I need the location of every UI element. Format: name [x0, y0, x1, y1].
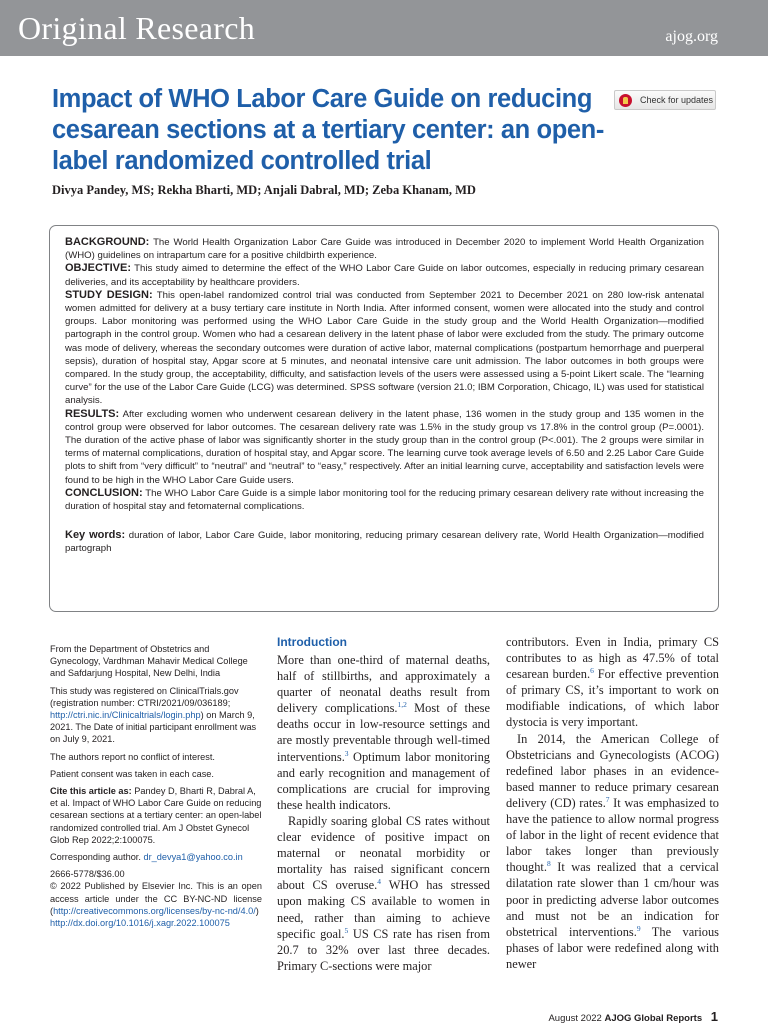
section-title: Original Research	[18, 10, 256, 46]
reference-link[interactable]: 8	[546, 859, 551, 869]
doi-link[interactable]: http://dx.doi.org/10.1016/j.xagr.2022.100075	[50, 918, 230, 929]
abstract-box	[49, 225, 719, 612]
affiliation: From the Department of Obstetrics and Gynecology, Vardhman Mahavir Medical College and Safdarjung Hospital, New Delhi, India	[50, 644, 248, 679]
check-for-updates-label: Check for updates	[640, 95, 714, 105]
page-footer	[548, 1009, 718, 1024]
consent-statement: Patient consent was taken in each case.	[50, 768, 214, 779]
body-column-right	[506, 634, 719, 972]
reference-link[interactable]: 1,2	[397, 700, 407, 710]
email-link[interactable]: dr_devya1@yahoo.co.in	[143, 852, 243, 863]
journal-site: ajog.org	[665, 28, 718, 45]
page-number: 1	[710, 1009, 718, 1024]
abstract-background: BACKGROUND: The World Health Organization Labor Care Guide was introduced in December 2020 to implement World Health Organization (WHO) guidelines on intrapartum care for a positive childbirth experience.	[65, 236, 705, 262]
abstract-study-design: STUDY DESIGN: This open-label randomized control trial was conducted from September 2021 to December 2021 on 280 low-risk antenatal women admitted for delivery at a busy tertiary care institute in North India. After informed consent, women were allocated into the study and control groups. Labor monitoring was performed using the WHO Labor Care Guide in the study group and the World Health Organization—modified partograph in the control group. Women who had a cesarean delivery in the latent phase of labor were excluded from the study. The primary outcome was mode of delivery, whereas the secondary outcomes were duration of active labor, maternal complications (postpartum hemorrhage and puerperal sepsis), duration of hospital stay, Apgar score at 5 minutes, and neonatal intensive care unit admission. The labor outcomes in both groups were compared. In the study group, the acceptability, difficulty, and satisfaction levels of the users were assessed using a 5-point Likert scale. The “learning curve” for the use of the Labor Care Guide (LCG) was determined. SPSS software (version 21.0; IBM Corporation, Chicago, IL) was used for statistical analysis.	[65, 288, 705, 407]
check-for-updates-button[interactable]	[614, 90, 716, 110]
journal-name: AJOG Global Reports	[604, 1013, 703, 1024]
intro-paragraph-1: More than one-third of maternal deaths, half of stillbirths, and approximately a quarter of neonatal deaths result from delivery complications.$^{1,2}$ Most of these deaths occur in low-resource settings and are mostly preventable through well-timed interventions.$^3$ Optimum labor monitoring and early recognition and management of complications are crucial for improving these health indicators.	[277, 653, 490, 812]
reference-link[interactable]: 7	[605, 794, 610, 804]
article-title: Impact of WHO Labor Care Guide on reducing cesarean sections at a tertiary center: an open-label randomized controlled trial	[52, 85, 604, 175]
reference-link[interactable]: 9	[636, 923, 641, 933]
abstract-results: RESULTS: After excluding women who underwent cesarean delivery in the latent phase, 136 women in the study group and 135 women in the control group were observed for labor outcomes. The cesarean delivery rate was 1.5% in the study group vs 17.8% in the control group (P=.0001). The duration of the active phase of labor was significantly shorter in the study group than in the control group (P<.001). The 2 groups were similar in terms of maternal complications, duration of hospital stay, and Apgar score. The learning curve took average levels of 6.50 and 2.25 Labor Care Guide plots to shift from “very difficult” to “neutral” and “neutral” to “easy,” respectively. After an initial learning curve, acceptability and satisfaction levels were found to be high in the WHO Labor Care Guide users.	[65, 407, 704, 486]
reference-link[interactable]: 3	[344, 748, 349, 758]
intro-paragraph-2: Rapidly soaring global CS rates without clear evidence of positive impact on maternal or neonatal morbidity or mortality has raised significant concern about CS overuse.$^4$ WHO has stressed upon making CS available to women in need, rather than aiming to achieve specific goal.$^5$ US CS rate has risen from 20.7 to 32% over last three decades. Primary C-sections were major	[277, 813, 491, 973]
abstract-keywords: Key words: duration of labor, Labor Care Guide, labor monitoring, reducing primary cesarean delivery rate, World Health Organization—modified partograph	[65, 529, 704, 555]
license-block: 2666-5778/$36.00 © 2022 Published by Elsevier Inc. This is an open access article under the CC BY-NC-ND license (http://creativecommons.org/licenses/by-nc-nd/4.0/) http://dx.doi.org/10.1016/j.xagr.2022.100075	[50, 869, 262, 929]
reference-link[interactable]: 6	[590, 666, 594, 676]
journal-banner	[0, 0, 768, 56]
crossmark-icon	[619, 94, 632, 107]
license-link[interactable]: http://creativecommons.org/licenses/by-nc-nd/4.0/	[53, 905, 256, 916]
reference-link[interactable]: 5	[344, 925, 349, 935]
issue-date: August 2022	[548, 1013, 602, 1024]
corresponding-author: Corresponding author. dr_devya1@yahoo.co.in	[50, 852, 243, 863]
intro-paragraph-4: In 2014, the American College of Obstetricians and Gynecologists (ACOG) redefined labor phases in an evidence-based manner to reduce primary cesarean delivery (CD) rates.$^7$ It was emphasized to have the patience to allow normal progress of labor in the light of recent evidence that labor takes longer than previously thought.$^8$ It was realized that a cervical dilatation rate slower than 1 cm/hour was poor in predicting adverse labor outcomes and must not be an indication for obstetrical interventions.$^9$ The various phases of labor were redefined along with newer	[506, 731, 719, 971]
registry-link[interactable]: http://ctri.nic.in/Clinicaltrials/login.php	[50, 710, 201, 721]
author-list: Divya Pandey, MS; Rekha Bharti, MD; Anjali Dabral, MD; Zeba Khanam, MD	[52, 183, 476, 197]
abstract-objective: OBJECTIVE: This study aimed to determine the effect of the WHO Labor Care Guide on labor outcomes, especially in reducing primary cesarean deliveries, and its acceptability by healthcare providers.	[65, 262, 704, 288]
conflict-statement: The authors report no conflict of interest.	[50, 751, 215, 762]
front-matter	[50, 643, 262, 934]
trial-registration: This study was registered on ClinicalTrials.gov (registration number: CTRI/2021/09/036189; http://ctri.nic.in/Clinicaltrials/login.php) on March 9, 2021. The Date of initial participant enrollment was on July 9, 2021.	[50, 685, 257, 745]
body-column-middle	[277, 634, 490, 974]
citation: Cite this article as: Pandey D, Bharti R, Dabral A, et al. Impact of WHO Labor Care Guide on reducing cesarean sections at a tertiary center: an open-label randomized controlled trial. Am J Obstet Gynecol Glob Rep 2022;2:100075.	[50, 786, 262, 845]
intro-paragraph-3: contributors. Even in India, primary CS contributes to as high as 47.5% of total cesarean burden.$^6$ For effective prevention of primary CS, it’s important to work on modifiable indications, of which labor dystocia is very important.	[506, 635, 719, 730]
abstract-conclusion: CONCLUSION: The WHO Labor Care Guide is a simple labor monitoring tool for the reducing primary cesarean delivery rate without increasing the duration of hospital stay and fetomaternal complications.	[65, 486, 704, 513]
introduction-heading: Introduction	[277, 635, 347, 649]
reference-link[interactable]: 4	[377, 877, 381, 887]
